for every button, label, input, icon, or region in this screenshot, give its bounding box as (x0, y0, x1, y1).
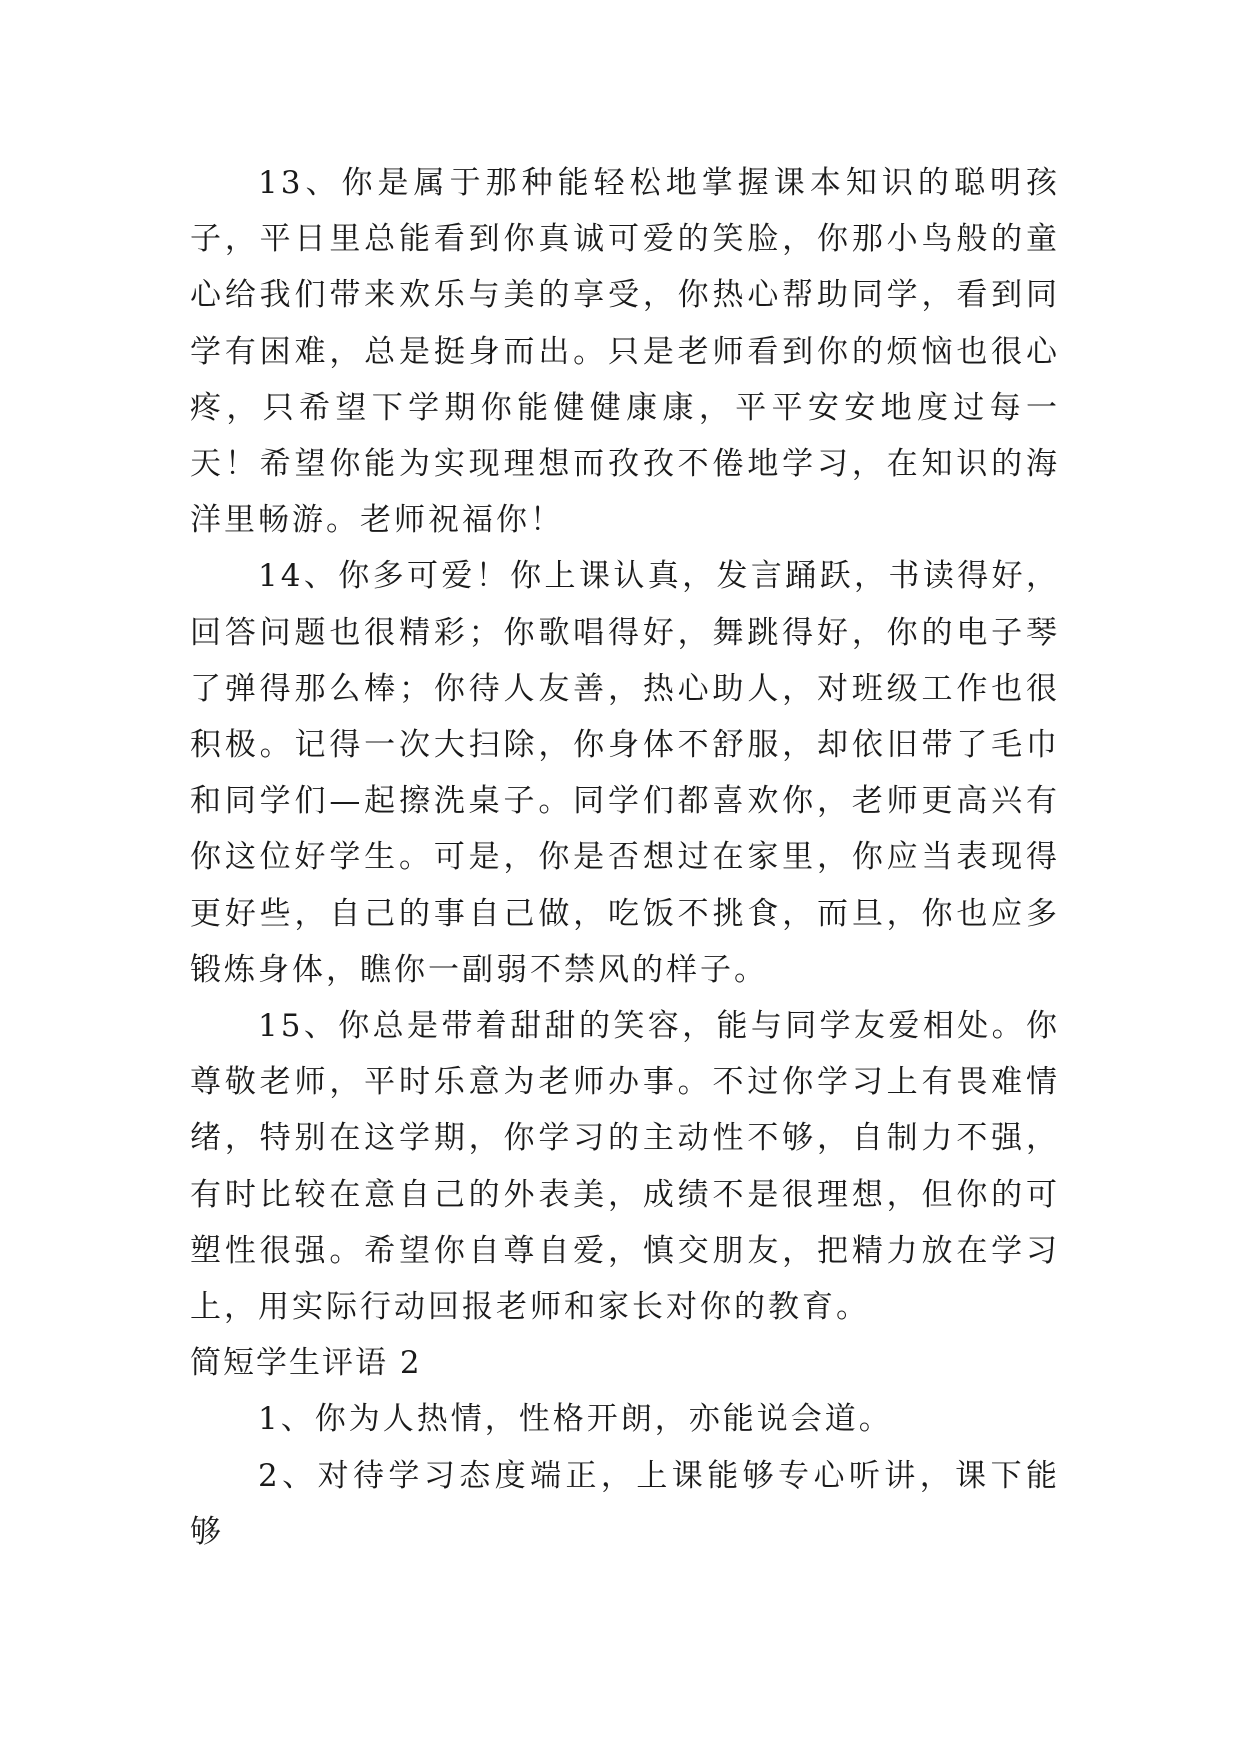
section-item-1: 1、你为人热情，性格开朗，亦能说会道。 (258, 1401, 893, 1438)
paragraph-13: 13、你是属于那种能轻松地掌握课本知识的聪明孩子，平日里总能看到你真诚可爱的笑脸，你那小鸟般的童心给我们带来欢乐与美的享受，你热心帮助同学，看到同学有困难，总是挺身而出。只是老师看到你的烦恼也很心疼，只希望下学期你能健健康康，平平安安地度过每一天！希望你能为实现理想而孜孜不倦地学习，在知识的海洋里畅游。老师祝福你！ (190, 165, 1060, 539)
document-page (190, 155, 1060, 1560)
paragraph-15: 15、你总是带着甜甜的笑容，能与同学友爱相处。你尊敬老师，平时乐意为老师办事。不过你学习上有畏难情绪，特别在这学期，你学习的主动性不够，自制力不强，有时比较在意自己的外表美，成绩不是很理想，但你的可塑性很强。希望你自尊自爱，慎交朋友，把精力放在学习上，用实际行动回报老师和家长对你的教育。 (190, 1008, 1060, 1326)
section-item-2: 2、对待学习态度端正，上课能够专心听讲，课下能够 (190, 1457, 1060, 1550)
paragraph-14: 14、你多可爱！你上课认真，发言踊跃，书读得好，回答问题也很精彩；你歌唱得好，舞跳得好，你的电子琴了弹得那么棒；你待人友善，热心助人，对班级工作也很积极。记得一次大扫除，你身体不舒服，却依旧带了毛巾和同学们—起擦洗桌子。同学们都喜欢你，老师更高兴有你这位好学生。可是，你是否想过在家里，你应当表现得更好些，自己的事自己做，吃饭不挑食，而旦，你也应多锻炼身体，瞧你一副弱不禁风的样子。 (190, 558, 1060, 988)
section-heading: 简短学生评语 2 (190, 1345, 422, 1382)
